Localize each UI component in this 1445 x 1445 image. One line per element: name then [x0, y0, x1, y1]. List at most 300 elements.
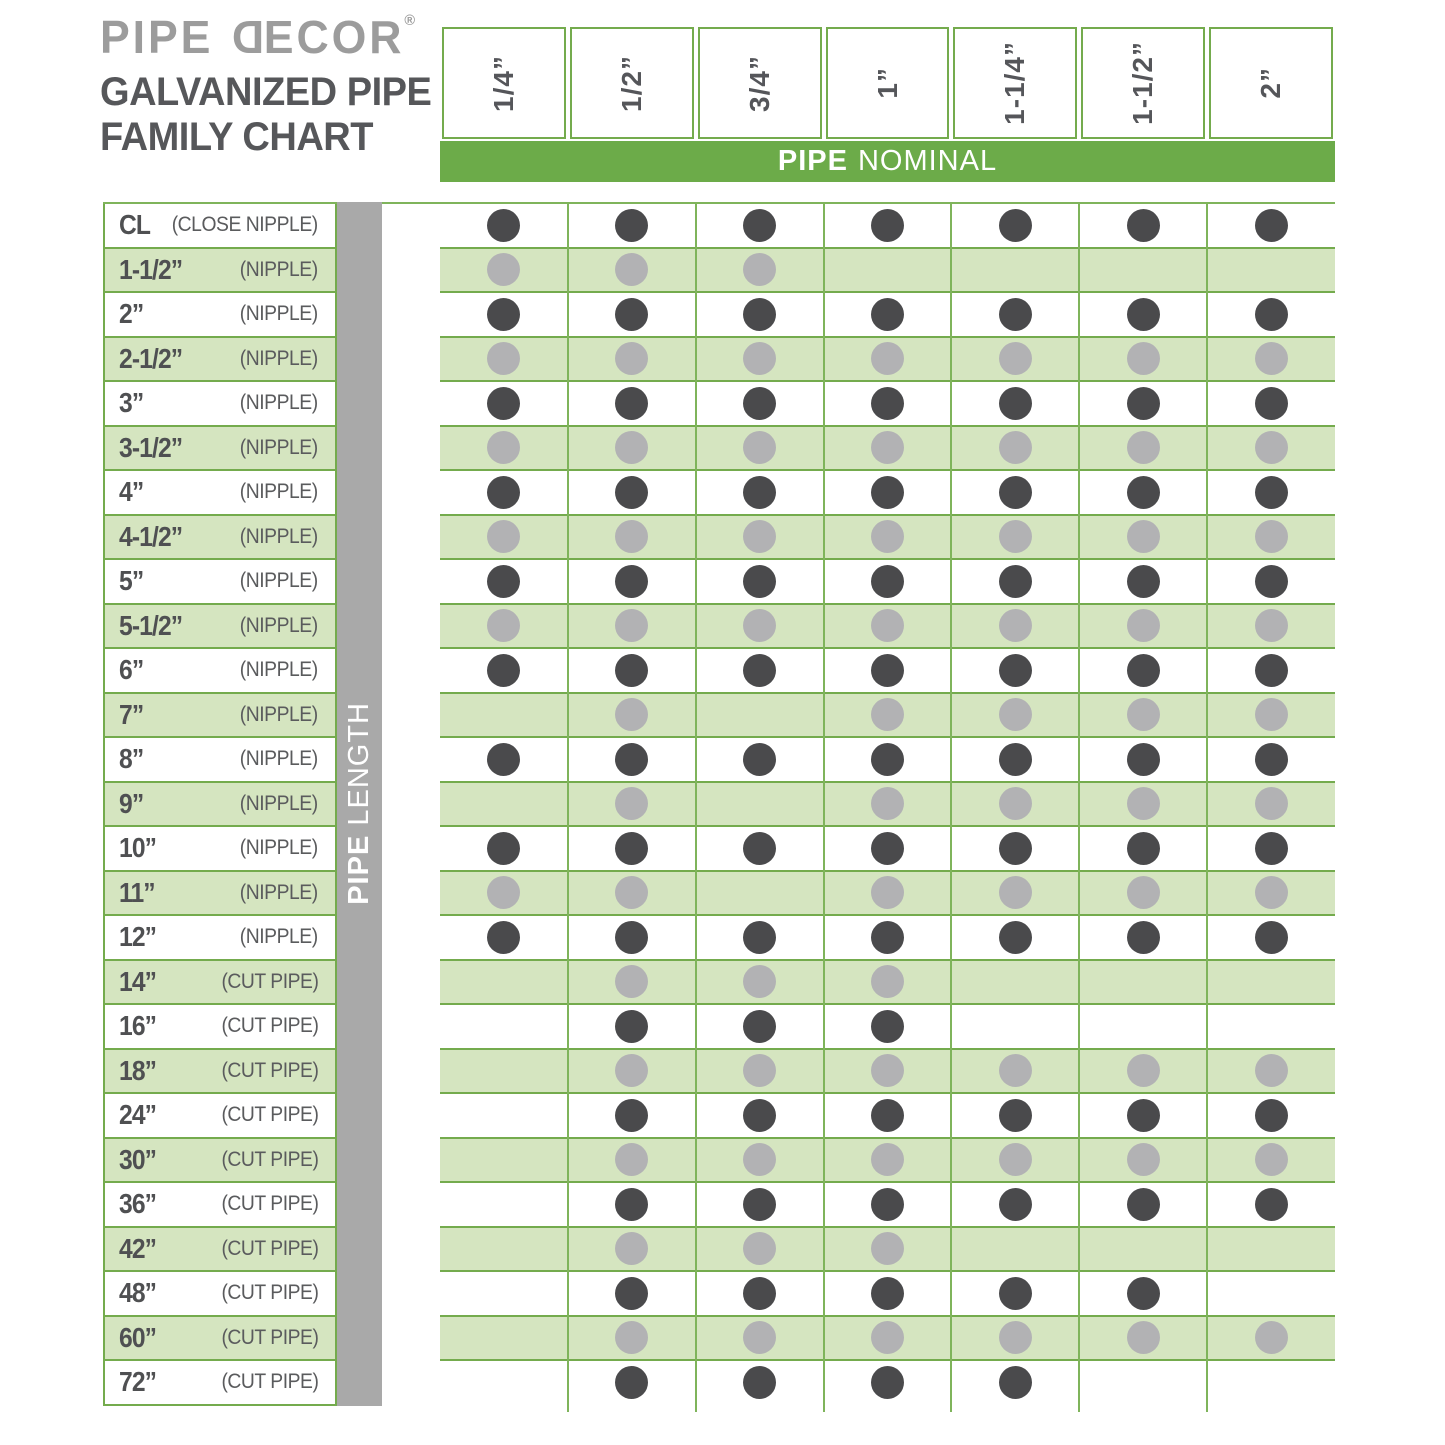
table-row: [103, 1048, 1335, 1095]
row-label-cell: [103, 514, 337, 561]
table-top-border: [103, 202, 1335, 204]
availability-band: [440, 736, 1335, 783]
row-type-label: (CUT PIPE): [220, 1192, 318, 1216]
availability-cell: [696, 647, 824, 694]
title-line-1: GALVANIZED PIPE: [100, 70, 432, 114]
availability-cell: [696, 1228, 824, 1271]
title-line-2: FAMILY CHART: [100, 115, 373, 159]
availability-dot: [871, 209, 904, 242]
availability-dot: [743, 476, 776, 509]
column-header-cell: [442, 27, 566, 139]
availability-cell: [824, 961, 952, 1004]
availability-cell: [1079, 1092, 1207, 1139]
row-label-cell: [103, 1048, 337, 1095]
availability-band: [440, 647, 1335, 694]
availability-dot: [1255, 1143, 1288, 1176]
availability-dot: [615, 342, 648, 375]
availability-cell: [1079, 872, 1207, 915]
availability-dot: [871, 431, 904, 464]
availability-cell: [824, 380, 952, 427]
column-header-cell: [953, 27, 1077, 139]
availability-dot: [743, 1321, 776, 1354]
availability-dot: [1127, 1277, 1160, 1310]
availability-dot: [487, 832, 520, 865]
availability-dot: [1127, 1054, 1160, 1087]
availability-cell: [440, 558, 568, 605]
availability-cell: [951, 1359, 1079, 1406]
availability-cell: [696, 1270, 824, 1317]
grid-column-line: [950, 202, 952, 1412]
grid-column-line: [1206, 202, 1208, 1412]
table-row: [103, 647, 1335, 694]
availability-cell: [1207, 291, 1335, 338]
availability-cell: [568, 647, 696, 694]
availability-cell: [696, 605, 824, 648]
row-size-label: 10”: [119, 832, 157, 864]
availability-cell: [824, 872, 952, 915]
availability-cell: [1079, 427, 1207, 470]
availability-band: [440, 914, 1335, 961]
row-type-label: (NIPPLE): [240, 658, 318, 682]
availability-dot: [1127, 876, 1160, 909]
row-type-label: (CUT PIPE): [220, 1014, 318, 1038]
grid-column-line: [695, 202, 697, 1412]
row-label-cell: [103, 1270, 337, 1317]
availability-dot: [1255, 921, 1288, 954]
availability-cell: [1207, 914, 1335, 961]
availability-dot: [1127, 476, 1160, 509]
availability-cell: [1207, 961, 1335, 1004]
row-label-cell: [103, 425, 337, 472]
availability-band: [440, 336, 1335, 383]
availability-cell: [568, 1050, 696, 1093]
availability-dot: [615, 476, 648, 509]
availability-cell: [440, 783, 568, 826]
column-header-cell: [698, 27, 822, 139]
column-header-cell: [826, 27, 950, 139]
availability-cell: [696, 1092, 824, 1139]
row-label-cell: [103, 870, 337, 917]
table-row: [103, 959, 1335, 1006]
availability-cell: [440, 1139, 568, 1182]
availability-cell: [1207, 736, 1335, 783]
brand-block: [100, 10, 449, 160]
availability-cell: [568, 1359, 696, 1406]
availability-cell: [1079, 249, 1207, 292]
availability-dot: [615, 1366, 648, 1399]
availability-cell: [440, 736, 568, 783]
availability-dot: [871, 921, 904, 954]
availability-dot: [743, 1232, 776, 1265]
availability-cell: [696, 1359, 824, 1406]
availability-dot: [743, 1143, 776, 1176]
availability-dot: [487, 565, 520, 598]
row-label-cell: [103, 1092, 337, 1139]
availability-cell: [696, 1139, 824, 1182]
row-type-label: (CUT PIPE): [220, 1281, 318, 1305]
availability-cell: [696, 380, 824, 427]
availability-dot: [615, 1277, 648, 1310]
availability-cell: [951, 1270, 1079, 1317]
availability-cell: [1207, 1050, 1335, 1093]
table-row: [103, 336, 1335, 383]
availability-cell: [568, 1139, 696, 1182]
row-type-label: (NIPPLE): [240, 257, 318, 281]
row-type-label: (CUT PIPE): [220, 1370, 318, 1394]
row-size-label: 6”: [119, 654, 144, 686]
availability-dot: [871, 743, 904, 776]
row-label-cell: [103, 736, 337, 783]
column-header-label: 2”: [1255, 67, 1287, 99]
availability-cell: [824, 516, 952, 559]
availability-dot: [1255, 832, 1288, 865]
availability-cell: [1207, 1359, 1335, 1406]
row-size-label: CL: [119, 209, 151, 241]
availability-dot: [743, 1010, 776, 1043]
availability-dot: [1255, 1099, 1288, 1132]
table-row: [103, 202, 1335, 249]
availability-dot: [615, 743, 648, 776]
availability-cell: [951, 380, 1079, 427]
availability-cell: [1079, 694, 1207, 737]
availability-cell: [1079, 1228, 1207, 1271]
row-type-label: (CUT PIPE): [220, 1236, 318, 1260]
availability-dot: [999, 387, 1032, 420]
availability-band: [440, 825, 1335, 872]
availability-dot: [999, 1277, 1032, 1310]
availability-dot: [743, 565, 776, 598]
availability-cell: [568, 1092, 696, 1139]
availability-cell: [440, 694, 568, 737]
availability-dot: [615, 787, 648, 820]
availability-cell: [951, 202, 1079, 249]
availability-cell: [824, 202, 952, 249]
availability-dot: [487, 876, 520, 909]
availability-dot: [615, 1010, 648, 1043]
availability-cell: [568, 249, 696, 292]
availability-dot: [999, 1188, 1032, 1221]
availability-dot: [871, 298, 904, 331]
column-header-label: 1/2”: [615, 54, 647, 112]
availability-dot: [1255, 565, 1288, 598]
availability-dot: [615, 253, 648, 286]
availability-dot: [871, 342, 904, 375]
availability-dot: [1255, 520, 1288, 553]
availability-cell: [824, 605, 952, 648]
row-label-cell: [103, 959, 337, 1006]
availability-cell: [1207, 1270, 1335, 1317]
availability-cell: [951, 647, 1079, 694]
availability-dot: [487, 253, 520, 286]
availability-cell: [951, 783, 1079, 826]
availability-dot: [487, 387, 520, 420]
availability-cell: [824, 338, 952, 381]
availability-cell: [1207, 694, 1335, 737]
row-size-label: 4”: [119, 476, 144, 508]
grid-column-line: [567, 202, 569, 1412]
availability-cell: [440, 872, 568, 915]
availability-band: [440, 1226, 1335, 1273]
availability-dot: [871, 476, 904, 509]
row-label-cell: [103, 558, 337, 605]
availability-cell: [696, 558, 824, 605]
availability-dot: [1127, 298, 1160, 331]
row-label-cell: [103, 380, 337, 427]
availability-cell: [568, 202, 696, 249]
availability-cell: [1207, 249, 1335, 292]
availability-band: [440, 1359, 1335, 1406]
availability-dot: [615, 1232, 648, 1265]
availability-cell: [824, 783, 952, 826]
row-label-cell: [103, 1003, 337, 1050]
availability-cell: [696, 516, 824, 559]
table-row: [103, 380, 1335, 427]
row-type-label: (CLOSE NIPPLE): [171, 213, 318, 237]
row-type-label: (NIPPLE): [240, 302, 318, 326]
availability-dot: [871, 1232, 904, 1265]
row-label-cell: [103, 469, 337, 516]
row-size-label: 4-1/2”: [119, 520, 183, 552]
row-label-cell: [103, 247, 337, 294]
availability-dot: [1255, 1321, 1288, 1354]
availability-dot: [743, 1099, 776, 1132]
availability-dot: [615, 387, 648, 420]
availability-cell: [951, 1228, 1079, 1271]
availability-cell: [1207, 825, 1335, 872]
availability-cell: [440, 1092, 568, 1139]
row-size-label: 3-1/2”: [119, 431, 183, 463]
column-header-cell: [1081, 27, 1205, 139]
availability-cell: [824, 1270, 952, 1317]
availability-cell: [1207, 558, 1335, 605]
availability-cell: [568, 558, 696, 605]
availability-band: [440, 1003, 1335, 1050]
availability-cell: [1079, 1317, 1207, 1360]
availability-cell: [824, 1359, 952, 1406]
availability-dot: [871, 832, 904, 865]
availability-dot: [487, 476, 520, 509]
availability-dot: [615, 609, 648, 642]
availability-cell: [568, 605, 696, 648]
availability-cell: [696, 1317, 824, 1360]
availability-dot: [871, 1099, 904, 1132]
availability-cell: [824, 1181, 952, 1228]
availability-cell: [696, 427, 824, 470]
row-type-label: (NIPPLE): [240, 702, 318, 726]
availability-cell: [951, 872, 1079, 915]
availability-cell: [568, 1181, 696, 1228]
availability-cell: [1079, 914, 1207, 961]
availability-dot: [871, 609, 904, 642]
table-row: [103, 870, 1335, 917]
availability-cell: [696, 469, 824, 516]
table-row: [103, 558, 1335, 605]
availability-dot: [1127, 209, 1160, 242]
availability-dot: [999, 476, 1032, 509]
availability-cell: [1079, 961, 1207, 1004]
row-type-label: (NIPPLE): [240, 791, 318, 815]
table-row: [103, 1270, 1335, 1317]
availability-dot: [871, 965, 904, 998]
row-type-label: (NIPPLE): [240, 524, 318, 548]
availability-cell: [568, 736, 696, 783]
availability-band: [440, 1181, 1335, 1228]
availability-dot: [615, 965, 648, 998]
availability-cell: [1207, 202, 1335, 249]
row-label-cell: [103, 1181, 337, 1228]
availability-cell: [1207, 1092, 1335, 1139]
row-type-label: (CUT PIPE): [220, 1325, 318, 1349]
availability-cell: [1079, 605, 1207, 648]
availability-cell: [440, 1317, 568, 1360]
availability-dot: [999, 209, 1032, 242]
availability-band: [440, 202, 1335, 249]
availability-band: [440, 1315, 1335, 1362]
availability-dot: [999, 1054, 1032, 1087]
availability-band: [440, 959, 1335, 1006]
availability-dot: [743, 431, 776, 464]
table-row: [103, 1315, 1335, 1362]
availability-dot: [1127, 832, 1160, 865]
availability-dot: [999, 1366, 1032, 1399]
availability-dot: [999, 342, 1032, 375]
availability-band: [440, 1048, 1335, 1095]
availability-dot: [615, 1143, 648, 1176]
table-row: [103, 736, 1335, 783]
table-row: [103, 781, 1335, 828]
availability-dot: [1255, 387, 1288, 420]
table-row: [103, 1137, 1335, 1184]
availability-cell: [568, 914, 696, 961]
availability-cell: [696, 1050, 824, 1093]
availability-dot: [999, 787, 1032, 820]
availability-cell: [440, 647, 568, 694]
row-size-label: 48”: [119, 1277, 157, 1309]
availability-dot: [1127, 654, 1160, 687]
availability-cell: [1207, 1003, 1335, 1050]
table-row: [103, 1226, 1335, 1273]
row-size-label: 12”: [119, 921, 157, 953]
availability-dot: [999, 832, 1032, 865]
availability-dot: [487, 743, 520, 776]
availability-dot: [999, 565, 1032, 598]
column-header-cell: [1209, 27, 1333, 139]
availability-dot: [1127, 787, 1160, 820]
row-size-label: 2-1/2”: [119, 342, 183, 374]
availability-cell: [951, 338, 1079, 381]
row-type-label: (NIPPLE): [240, 391, 318, 415]
availability-cell: [1207, 427, 1335, 470]
row-type-label: (NIPPLE): [240, 569, 318, 593]
availability-dot: [871, 520, 904, 553]
availability-cell: [951, 427, 1079, 470]
availability-cell: [696, 825, 824, 872]
availability-cell: [440, 961, 568, 1004]
availability-cell: [824, 647, 952, 694]
availability-cell: [440, 1181, 568, 1228]
availability-dot: [615, 832, 648, 865]
availability-cell: [440, 1270, 568, 1317]
availability-cell: [696, 1003, 824, 1050]
availability-cell: [1079, 469, 1207, 516]
family-table: [103, 202, 1335, 1414]
availability-band: [440, 870, 1335, 917]
availability-cell: [1079, 736, 1207, 783]
availability-cell: [440, 380, 568, 427]
availability-cell: [951, 1050, 1079, 1093]
availability-cell: [951, 914, 1079, 961]
availability-cell: [1079, 647, 1207, 694]
availability-dot: [871, 1143, 904, 1176]
availability-dot: [871, 565, 904, 598]
table-row: [103, 425, 1335, 472]
availability-cell: [440, 914, 568, 961]
availability-band: [440, 558, 1335, 605]
availability-cell: [696, 783, 824, 826]
row-type-label: (CUT PIPE): [220, 969, 318, 993]
availability-dot: [615, 298, 648, 331]
row-type-label: (NIPPLE): [240, 346, 318, 370]
availability-dot: [1255, 876, 1288, 909]
pipe-length-regular-label: LENGTH: [343, 702, 375, 826]
pipe-length-bar: [337, 202, 382, 1406]
availability-cell: [440, 1359, 568, 1406]
row-type-label: (NIPPLE): [240, 747, 318, 771]
row-type-label: (CUT PIPE): [220, 1147, 318, 1171]
availability-cell: [951, 1139, 1079, 1182]
availability-dot: [1127, 387, 1160, 420]
availability-cell: [824, 914, 952, 961]
availability-cell: [568, 1003, 696, 1050]
row-size-label: 3”: [119, 387, 144, 419]
availability-cell: [824, 1050, 952, 1093]
availability-cell: [824, 1228, 952, 1271]
logo-word-ecor: ECOR: [263, 11, 405, 63]
availability-band: [440, 1137, 1335, 1184]
availability-cell: [1079, 825, 1207, 872]
availability-cell: [696, 961, 824, 1004]
registered-trademark-icon: ®: [404, 12, 416, 29]
column-header-cell: [570, 27, 694, 139]
availability-cell: [440, 202, 568, 249]
availability-cell: [824, 291, 952, 338]
availability-dot: [1255, 1054, 1288, 1087]
availability-dot: [615, 921, 648, 954]
availability-dot: [1255, 342, 1288, 375]
availability-dot: [1127, 1099, 1160, 1132]
row-size-label: 11”: [119, 876, 155, 908]
availability-cell: [824, 825, 952, 872]
availability-cell: [1079, 516, 1207, 559]
row-size-label: 5”: [119, 565, 144, 597]
row-type-label: (CUT PIPE): [220, 1103, 318, 1127]
availability-cell: [1079, 1359, 1207, 1406]
availability-dot: [1127, 342, 1160, 375]
row-label-cell: [103, 603, 337, 650]
availability-dot: [487, 654, 520, 687]
availability-dot: [743, 298, 776, 331]
availability-cell: [696, 202, 824, 249]
row-type-label: (NIPPLE): [240, 435, 318, 459]
availability-cell: [1207, 647, 1335, 694]
row-label-cell: [103, 692, 337, 739]
row-label-cell: [103, 1137, 337, 1184]
availability-dot: [1255, 787, 1288, 820]
availability-dot: [743, 342, 776, 375]
table-row: [103, 1003, 1335, 1050]
availability-dot: [999, 1321, 1032, 1354]
availability-dot: [1127, 1143, 1160, 1176]
